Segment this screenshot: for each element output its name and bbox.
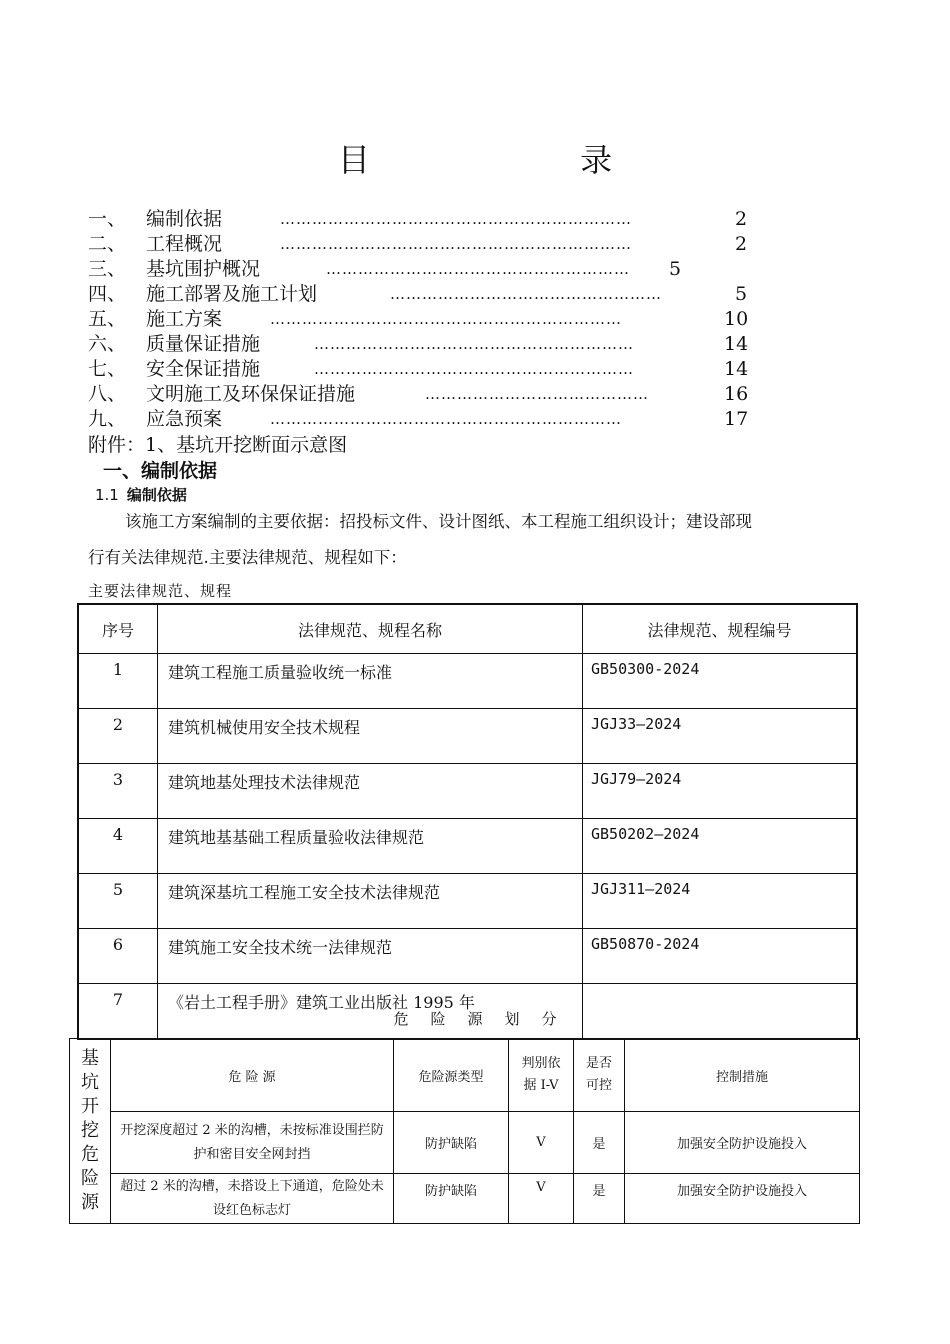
cell-controllable: 是 — [574, 1112, 625, 1174]
column-header-controllable-text: 是否可控 — [585, 1056, 612, 1093]
toc-number: 五、 — [88, 308, 127, 330]
toc-page: 14 — [724, 333, 749, 355]
cell-no: 5 — [78, 874, 158, 929]
laws-table — [77, 603, 858, 1040]
cell-type: 防护缺陷 — [394, 1174, 509, 1224]
cell-source: 开挖深度超过 2 米的沟槽，未按标准设围拦防护和密目安全网封挡 — [111, 1112, 394, 1174]
toc-page: 2 — [735, 233, 748, 255]
toc-page: 10 — [724, 308, 749, 330]
section-heading: 一、编制依据 — [103, 460, 218, 482]
subsection-heading — [95, 484, 187, 505]
cell-controllable: 是 — [574, 1174, 625, 1224]
toc-leader: ………………………………………………………… — [270, 410, 622, 428]
column-header-type: 危险源类型 — [394, 1039, 509, 1112]
toc-number: 七、 — [88, 358, 127, 380]
cell-measure: 加强安全防护设施投入 — [625, 1112, 860, 1174]
toc-number: 六、 — [88, 333, 127, 355]
column-header-no: 序号 — [78, 604, 158, 654]
table-row — [78, 929, 857, 984]
cell-no: 4 — [78, 819, 158, 874]
toc-leader: ………………………………………………………… — [280, 210, 632, 228]
cell-name: 建筑地基基础工程质量验收法律规范 — [158, 819, 583, 874]
column-header-name: 法律规范、规程名称 — [158, 604, 583, 654]
toc-label: 工程概况 — [146, 233, 223, 255]
appendix-line: 附件：1、基坑开挖断面示意图 — [88, 434, 348, 456]
column-header-measure: 控制措施 — [625, 1039, 860, 1112]
cell-name: 《岩土工程手册》建筑工业出版社 1995 年 — [158, 984, 583, 1040]
toc-label: 基坑围护概况 — [146, 258, 261, 280]
cell-name: 建筑工程施工质量验收统一标准 — [158, 654, 583, 709]
toc-page: 16 — [724, 383, 749, 405]
cell-code: JGJ79—2024 — [583, 764, 858, 819]
table-row — [78, 654, 857, 709]
cell-name: 建筑地基处理技术法律规范 — [158, 764, 583, 819]
toc-label: 安全保证措施 — [146, 358, 261, 380]
toc-leader: ………………………………………………… — [326, 260, 630, 278]
table-row — [78, 764, 857, 819]
cell-no: 1 — [78, 654, 158, 709]
toc-page: 5 — [669, 258, 682, 280]
toc-label: 施工方案 — [146, 308, 223, 330]
toc-leader: …………………………………… — [425, 385, 649, 403]
cell-basis: V — [509, 1174, 574, 1224]
body-paragraph-line-2: 行有关法律规范.主要法律规范、规程如下： — [88, 548, 407, 567]
column-header-basis-text: 判别依据 I-V — [521, 1056, 561, 1093]
cell-name: 建筑机械使用安全技术规程 — [158, 709, 583, 764]
toc-label: 应急预案 — [146, 408, 223, 430]
toc-number: 四、 — [88, 283, 127, 305]
table-row — [70, 1112, 860, 1174]
cell-name: 建筑深基坑工程施工安全技术法律规范 — [158, 874, 583, 929]
cell-no: 3 — [78, 764, 158, 819]
toc-label: 编制依据 — [146, 208, 223, 230]
side-label-text: 基坑开挖危险源 — [81, 1048, 99, 1213]
cell-code: GB50300-2024 — [583, 654, 858, 709]
table-row — [78, 874, 857, 929]
cell-code: JGJ311—2024 — [583, 874, 858, 929]
cell-code: GB50870-2024 — [583, 929, 858, 984]
cell-measure: 加强安全防护设施投入 — [625, 1174, 860, 1224]
toc-label: 施工部署及施工计划 — [146, 283, 318, 305]
cell-type: 防护缺陷 — [394, 1112, 509, 1174]
toc-number: 九、 — [88, 408, 127, 430]
column-header-basis — [509, 1039, 574, 1112]
toc-page: 17 — [724, 408, 749, 430]
subsection-number: 1.1 — [95, 486, 119, 504]
column-header-code: 法律规范、规程编号 — [583, 604, 858, 654]
toc-leader: …………………………………………………… — [314, 335, 634, 353]
cell-no: 6 — [78, 929, 158, 984]
toc-leader: …………………………………………… — [390, 285, 662, 303]
cell-code: JGJ33—2024 — [583, 709, 858, 764]
table-header-row — [70, 1039, 860, 1112]
table-row — [78, 709, 857, 764]
toc-leader: ………………………………………………………… — [280, 235, 632, 253]
toc-label: 质量保证措施 — [146, 333, 261, 355]
body-paragraph-line-1: 该施工方案编制的主要依据：招投标文件、设计图纸、本工程施工组织设计；建设部现 — [125, 512, 752, 531]
cell-source: 超过 2 米的沟槽，未搭设上下通道，危险处未设红色标志灯 — [111, 1174, 394, 1224]
hazard-table — [69, 1038, 860, 1224]
toc-number: 一、 — [88, 208, 127, 230]
toc-page: 5 — [735, 283, 748, 305]
column-header-controllable — [574, 1039, 625, 1112]
subsection-title: 编制依据 — [126, 486, 187, 504]
toc-page: 2 — [735, 208, 748, 230]
cell-no: 7 — [78, 984, 158, 1040]
table-row — [70, 1174, 860, 1224]
cell-basis: V — [509, 1112, 574, 1174]
toc-leader: …………………………………………………… — [314, 360, 634, 378]
page-title: 目 录 — [337, 141, 713, 179]
toc-label: 文明施工及环保保证措施 — [146, 383, 356, 405]
table-header-row — [78, 604, 857, 654]
cell-no: 2 — [78, 709, 158, 764]
toc-number: 八、 — [88, 383, 127, 405]
cell-name: 建筑施工安全技术统一法律规范 — [158, 929, 583, 984]
toc-number: 三、 — [88, 258, 127, 280]
toc-page: 14 — [724, 358, 749, 380]
hazard-table-caption: 危险源划分 — [393, 1010, 579, 1028]
side-label — [70, 1039, 111, 1224]
toc-number: 二、 — [88, 233, 127, 255]
laws-table-caption: 主要法律规范、规程 — [88, 582, 233, 600]
cell-code: GB50202—2024 — [583, 819, 858, 874]
table-row — [78, 819, 857, 874]
toc-leader: ………………………………………………………… — [270, 310, 622, 328]
column-header-source: 危 险 源 — [111, 1039, 394, 1112]
